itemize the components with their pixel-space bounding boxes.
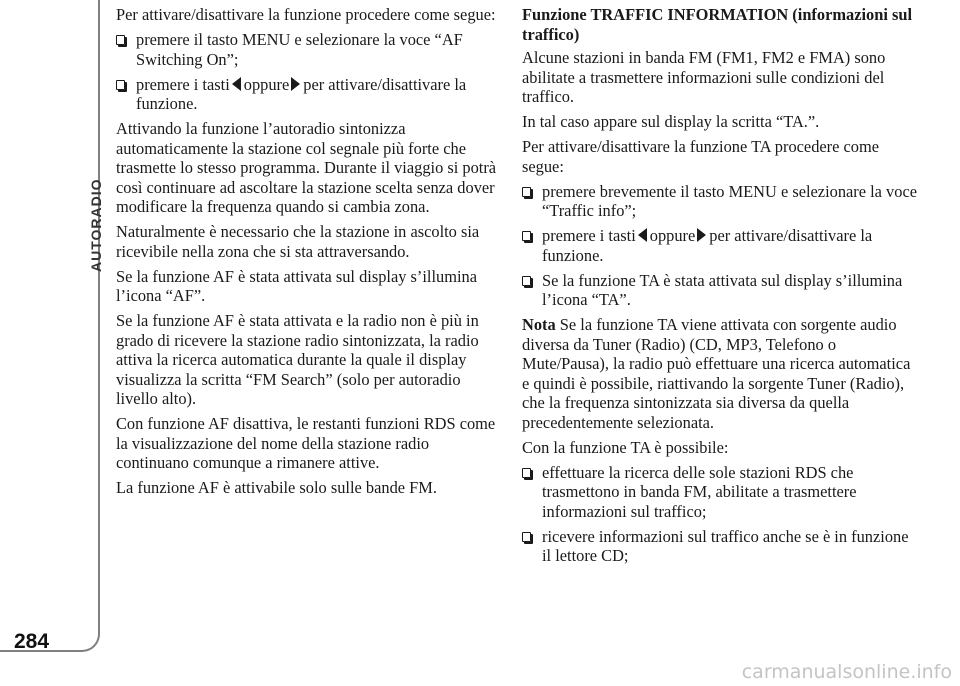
list-item-text-post: per attivare/disattivare la funzione. [136, 74, 467, 113]
arrow-right-icon [697, 228, 706, 242]
list-item-text-pre: premere i tasti [542, 226, 636, 245]
arrow-left-icon [638, 228, 647, 242]
list-item [522, 226, 917, 265]
page-number: 284 [14, 630, 50, 653]
list-item-text-mid: oppure [243, 74, 290, 94]
list-item-text: Se la funzione TA è stata attivata sul display s’illumina l’icona “TA”. [542, 270, 903, 309]
paragraph: Naturalmente è necessario che la stazione in ascolto sia ricevibile nella zona che si sta attraversando. [116, 222, 480, 261]
note-text: Se la funzione TA viene attivata con sorgente audio diversa da Tuner (Radio) (CD, MP3, Telefono o Mute/Pausa), la radio può effettuare una ricerca automatica e quindi è possibile, riattivando la sorgente Tuner (Radio), che la frequenza sintonizzata sia diversa da quella precedentemente selezionata. [522, 315, 911, 432]
section-heading: Funzione TRAFFIC INFORMATION (informazioni sul traffico) [522, 5, 913, 44]
checkbox-bullet-icon [116, 80, 125, 90]
list-item-text-pre: premere i tasti [136, 74, 230, 94]
list-item [116, 30, 506, 69]
note-paragraph [522, 315, 917, 432]
list-item [522, 271, 917, 310]
watermark: carmanualsonline.info [741, 661, 952, 683]
paragraph: Per attivare/disattivare la funzione procedere come segue: [116, 5, 496, 24]
checkbox-bullet-icon [522, 532, 531, 542]
paragraph: Attivando la funzione l’autoradio sintonizza automaticamente la stazione col segnale più forte che trasmette lo stesso programma. Durante il viaggio si potrà così continuare ad ascoltare la stazione scelta senza dover modificare la frequenza quando si cambia zona. [116, 119, 497, 216]
checkbox-bullet-icon [522, 231, 531, 241]
paragraph: Con la funzione TA è possibile: [522, 437, 729, 457]
list-item-text: premere il tasto MENU e selezionare la voce “AF Switching On”; [136, 30, 463, 69]
checkbox-bullet-icon [522, 187, 531, 197]
list-item-text: premere brevemente il tasto MENU e selezionare la voce “Traffic info”; [542, 181, 917, 220]
paragraph: Con funzione AF disattiva, le restanti funzioni RDS come la visualizzazione del nome della stazione radio continuano comunque a rimanere attive. [116, 414, 496, 472]
paragraph: In tal caso appare sul display la scritta “TA.”. [522, 112, 820, 131]
paragraph: Se la funzione AF è stata attivata e la radio non è più in grado di ricevere la stazione radio sintonizzata, la radio attiva la ricerca automatica durante la quale il display visualizza la scritta “FM Search” (solo per autoradio livello alto). [116, 311, 479, 408]
checkbox-bullet-icon [116, 35, 125, 45]
list-item-text: ricevere informazioni sul traffico anche se è in funzione il lettore CD; [542, 526, 909, 565]
list-item [522, 463, 917, 522]
arrow-left-icon [232, 77, 241, 91]
paragraph: Se la funzione AF è stata attivata sul display s’illumina l’icona “AF”. [116, 266, 477, 305]
list-item [116, 75, 506, 114]
list-item-text: effettuare la ricerca delle sole stazioni RDS che trasmettono in banda FM, abilitate a trasmettere informazioni sul traffico; [542, 462, 857, 521]
list-item [522, 182, 917, 221]
list-item-text-post: per attivare/disattivare la funzione. [542, 226, 873, 265]
section-label: AUTORADIO [88, 178, 104, 272]
arrow-right-icon [291, 77, 300, 91]
checkbox-bullet-icon [522, 468, 531, 478]
list-item-text-mid: oppure [649, 226, 696, 245]
right-column [522, 5, 917, 571]
note-label: Nota [522, 315, 556, 334]
paragraph: La funzione AF è attivabile solo sulle bande FM. [116, 478, 437, 497]
side-tab [0, 0, 100, 652]
checkbox-bullet-icon [522, 276, 531, 286]
paragraph: Alcune stazioni in banda FM (FM1, FM2 e FMA) sono abilitate a trasmettere informazioni sulle condizioni del traffico. [522, 48, 886, 106]
paragraph: Per attivare/disattivare la funzione TA procedere come segue: [522, 137, 879, 176]
left-column [116, 5, 506, 503]
list-item [522, 527, 917, 566]
